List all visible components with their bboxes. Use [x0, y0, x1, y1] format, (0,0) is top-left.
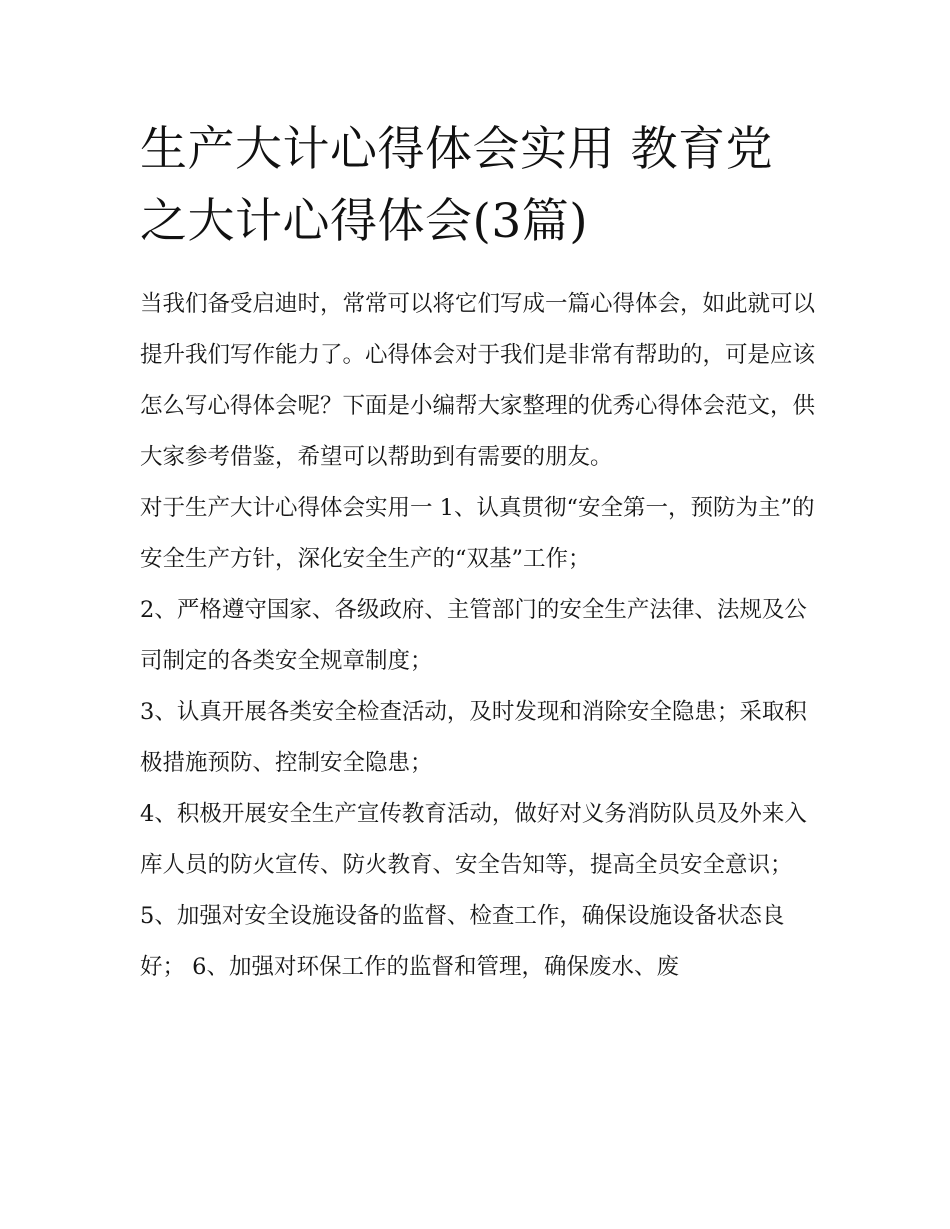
list-item-3: 3、认真开展各类安全检查活动，及时发现和消除安全隐患；采取积极措施预防、控制安全隐患； — [140, 699, 807, 776]
list-item-5-6: 5、加强对安全设施设备的监督、检查工作，确保设施设备状态良好； 6、加强对环保工作的监督和管理，确保废水、废 — [140, 903, 785, 980]
intro-paragraph: 当我们备受启迪时，常常可以将它们写成一篇心得体会，如此就可以提升我们写作能力了。心得体会对于我们是非常有帮助的，可是应该怎么写心得体会呢？下面是小编帮大家整理的优秀心得体会范文，供大家参考借鉴，希望可以帮助到有需要的朋友。 — [140, 291, 816, 470]
list-item-2: 2、严格遵守国家、各级政府、主管部门的安全生产法律、法规及公司制定的各类安全规章制度； — [140, 597, 807, 674]
document-body — [140, 279, 816, 993]
list-item-1: 对于生产大计心得体会实用一 1、认真贯彻“安全第一，预防为主”的安全生产方针，深化安全生产的“双基”工作； — [140, 495, 815, 572]
document-title: 生产大计心得体会实用 教育党之大计心得体会(3篇) — [140, 122, 773, 249]
list-item-4: 4、积极开展安全生产宣传教育活动，做好对义务消防队员及外来入库人员的防火宣传、防火教育、安全告知等，提高全员安全意识； — [140, 801, 807, 878]
